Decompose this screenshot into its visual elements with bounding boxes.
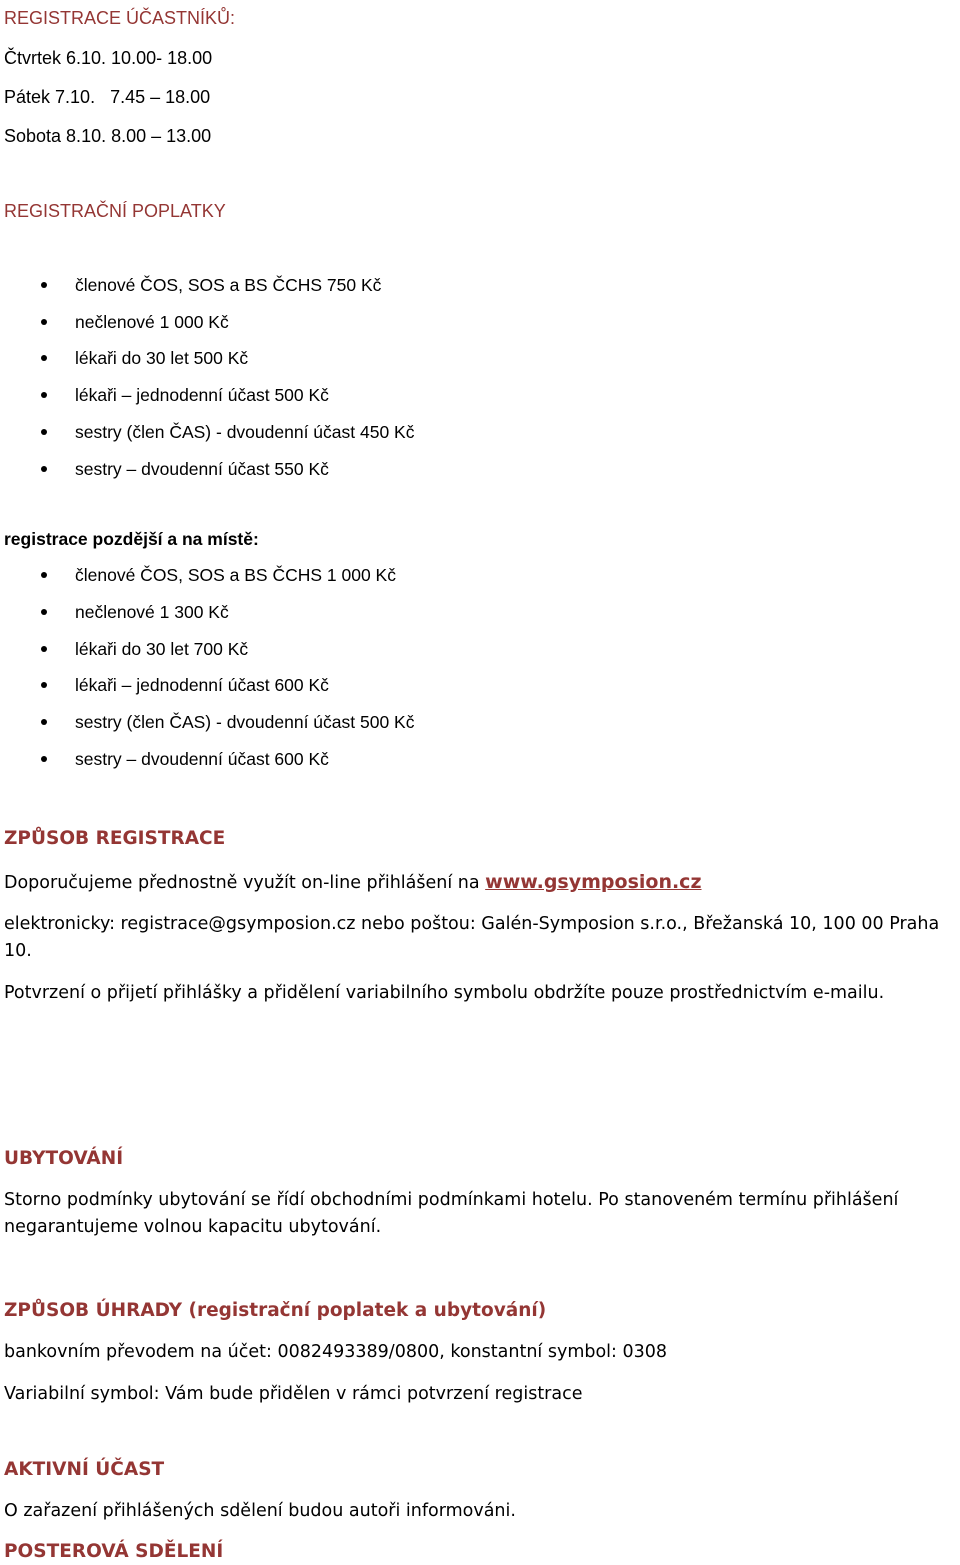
active-participation-text: O zařazení přihlášených sdělení budou autoři informováni. bbox=[4, 1501, 516, 1521]
recommendation-text: Doporučujeme přednostně využít on-line přihlášení na bbox=[4, 873, 486, 893]
registration-hours-title: REGISTRACE ÚČASTNÍKŮ: bbox=[4, 8, 236, 28]
poster-title: POSTEROVÁ SDĚLENÍ bbox=[4, 1541, 224, 1562]
list-item bbox=[0, 311, 940, 333]
fee-item-text: lékaři – jednodenní účast 500 Kč bbox=[75, 385, 329, 405]
list-item bbox=[0, 748, 940, 770]
late-fee-item-text: nečlenové 1 300 Kč bbox=[75, 602, 229, 622]
list-item bbox=[0, 564, 940, 586]
accommodation-title: UBYTOVÁNÍ bbox=[4, 1148, 124, 1169]
fees-title: REGISTRAČNÍ POPLATKY bbox=[4, 201, 226, 221]
list-item bbox=[0, 601, 940, 623]
list-item bbox=[0, 421, 940, 443]
registration-recommendation bbox=[4, 869, 956, 897]
list-item bbox=[0, 458, 940, 480]
late-fee-item-text: lékaři do 30 let 700 Kč bbox=[75, 639, 249, 659]
gsymposion-link[interactable]: www.gsymposion.cz bbox=[485, 871, 702, 893]
registration-confirmation: Potvrzení o přijetí přihlášky a přidělení variabilního symbolu obdržíte pouze prostřednictvím e-mailu. bbox=[4, 983, 885, 1003]
active-participation-title: AKTIVNÍ ÚČAST bbox=[4, 1459, 165, 1480]
late-fees-title: registrace pozdější a na místě: bbox=[4, 529, 259, 549]
list-item bbox=[0, 347, 940, 369]
payment-title: ZPŮSOB ÚHRADY (registrační poplatek a ubytování) bbox=[4, 1300, 547, 1321]
bullet-icon bbox=[41, 572, 47, 578]
bullet-icon bbox=[41, 392, 47, 398]
registration-hours-friday: Pátek 7.10. 7.45 – 18.00 bbox=[4, 87, 211, 107]
bullet-icon bbox=[41, 466, 47, 472]
late-fee-item-text: členové ČOS, SOS a BS ČCHS 1 000 Kč bbox=[75, 565, 396, 585]
registration-contact: elektronicky: registrace@gsymposion.cz nebo poštou: Galén-Symposion s.r.o., Břežanská 10, 100 00 Praha 10. bbox=[4, 914, 940, 961]
registration-method-title: ZPŮSOB REGISTRACE bbox=[4, 828, 226, 849]
bullet-icon bbox=[41, 756, 47, 762]
late-fee-item-text: sestry (člen ČAS) - dvoudenní účast 500 Kč bbox=[75, 712, 415, 732]
fee-item-text: nečlenové 1 000 Kč bbox=[75, 312, 229, 332]
fee-item-text: členové ČOS, SOS a BS ČCHS 750 Kč bbox=[75, 275, 382, 295]
fee-item-text: lékaři do 30 let 500 Kč bbox=[75, 348, 249, 368]
fee-item-text: sestry (člen ČAS) - dvoudenní účast 450 Kč bbox=[75, 422, 415, 442]
registration-hours-saturday: Sobota 8.10. 8.00 – 13.00 bbox=[4, 126, 212, 146]
list-item bbox=[0, 674, 940, 696]
bullet-icon bbox=[41, 429, 47, 435]
late-fee-item-text: lékaři – jednodenní účast 600 Kč bbox=[75, 675, 329, 695]
payment-variable-symbol: Variabilní symbol: Vám bude přidělen v rámci potvrzení registrace bbox=[4, 1384, 583, 1404]
late-fee-item-text: sestry – dvoudenní účast 600 Kč bbox=[75, 749, 329, 769]
bullet-icon bbox=[41, 719, 47, 725]
list-item bbox=[0, 711, 940, 733]
accommodation-text: Storno podmínky ubytování se řídí obchodními podmínkami hotelu. Po stanoveném termínu přihlášení negarantujeme volnou kapacitu ubytování. bbox=[4, 1190, 899, 1237]
bullet-icon bbox=[41, 609, 47, 615]
bullet-icon bbox=[41, 282, 47, 288]
bullet-icon bbox=[41, 646, 47, 652]
registration-hours-thursday: Čtvrtek 6.10. 10.00- 18.00 bbox=[4, 48, 213, 68]
list-item bbox=[0, 638, 940, 660]
bullet-icon bbox=[41, 682, 47, 688]
list-item bbox=[0, 384, 940, 406]
fee-item-text: sestry – dvoudenní účast 550 Kč bbox=[75, 459, 329, 479]
bullet-icon bbox=[41, 355, 47, 361]
list-item bbox=[0, 274, 940, 296]
payment-bank-text: bankovním převodem na účet: 0082493389/0800, konstantní symbol: 0308 bbox=[4, 1342, 668, 1362]
bullet-icon bbox=[41, 319, 47, 325]
